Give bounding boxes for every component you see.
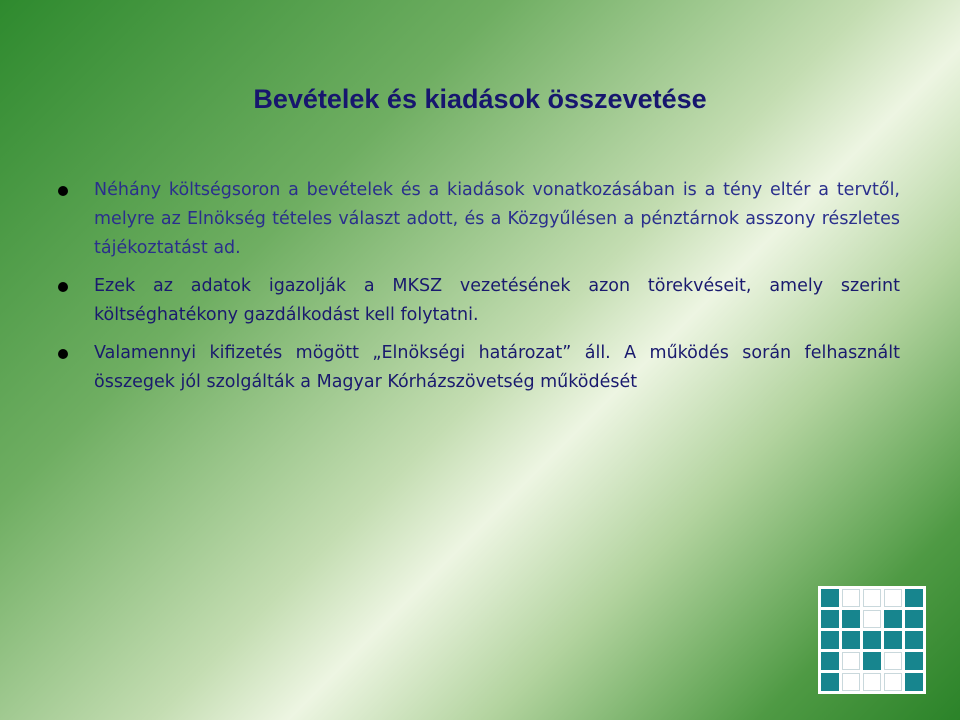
bullet-dot-icon xyxy=(58,186,68,196)
logo-cell-empty xyxy=(884,652,902,670)
logo-cell-empty xyxy=(842,673,860,691)
logo-cell-empty xyxy=(884,589,902,607)
logo-cell-filled xyxy=(821,610,839,628)
logo-cell-empty xyxy=(863,589,881,607)
bullet-item xyxy=(58,176,900,263)
logo-cell-filled xyxy=(842,610,860,628)
logo-cell-filled xyxy=(905,610,923,628)
bullet-dot-icon xyxy=(58,349,68,359)
logo-cell-empty xyxy=(884,673,902,691)
logo-cell-filled xyxy=(905,673,923,691)
logo-cell-filled xyxy=(884,631,902,649)
bullet-text: Néhány költségsoron a bevételek és a kiadások vonatkozásában is a tény eltér a tervtől, melyre az Elnökség tételes választ adott, és a Közgyűlésen a pénztárnok asszony részletes tájékoztatást ad. xyxy=(94,180,900,258)
bullet-dot-icon xyxy=(58,282,68,292)
bullet-text: Valamennyi kifizetés mögött „Elnökségi határozat” áll. A működés során felhasznált összegek jól szolgálták a Magyar Kórházszövetség működését xyxy=(94,343,900,392)
logo-cell-filled xyxy=(863,652,881,670)
bullet-text: Ezek az adatok igazolják a MKSZ vezetésének azon törekvéseit, amely szerint költséghatékony gazdálkodást kell folytatni. xyxy=(94,276,900,325)
logo-cell-empty xyxy=(842,652,860,670)
logo-cell-filled xyxy=(821,589,839,607)
logo-cell-filled xyxy=(905,652,923,670)
logo-cell-filled xyxy=(905,589,923,607)
bullet-item xyxy=(58,339,900,397)
logo-cell-filled xyxy=(884,610,902,628)
logo-cell-filled xyxy=(821,673,839,691)
logo-cell-filled xyxy=(842,631,860,649)
organization-logo-icon xyxy=(818,586,926,694)
bullet-list xyxy=(58,176,900,406)
bullet-item xyxy=(58,272,900,330)
logo-cell-filled xyxy=(821,631,839,649)
logo-cell-filled xyxy=(905,631,923,649)
logo-cell-filled xyxy=(821,652,839,670)
logo-cell-empty xyxy=(863,673,881,691)
slide-title: Bevételek és kiadások összevetése xyxy=(253,84,707,114)
logo-cell-filled xyxy=(863,631,881,649)
logo-cell-empty xyxy=(863,610,881,628)
logo-cell-empty xyxy=(842,589,860,607)
